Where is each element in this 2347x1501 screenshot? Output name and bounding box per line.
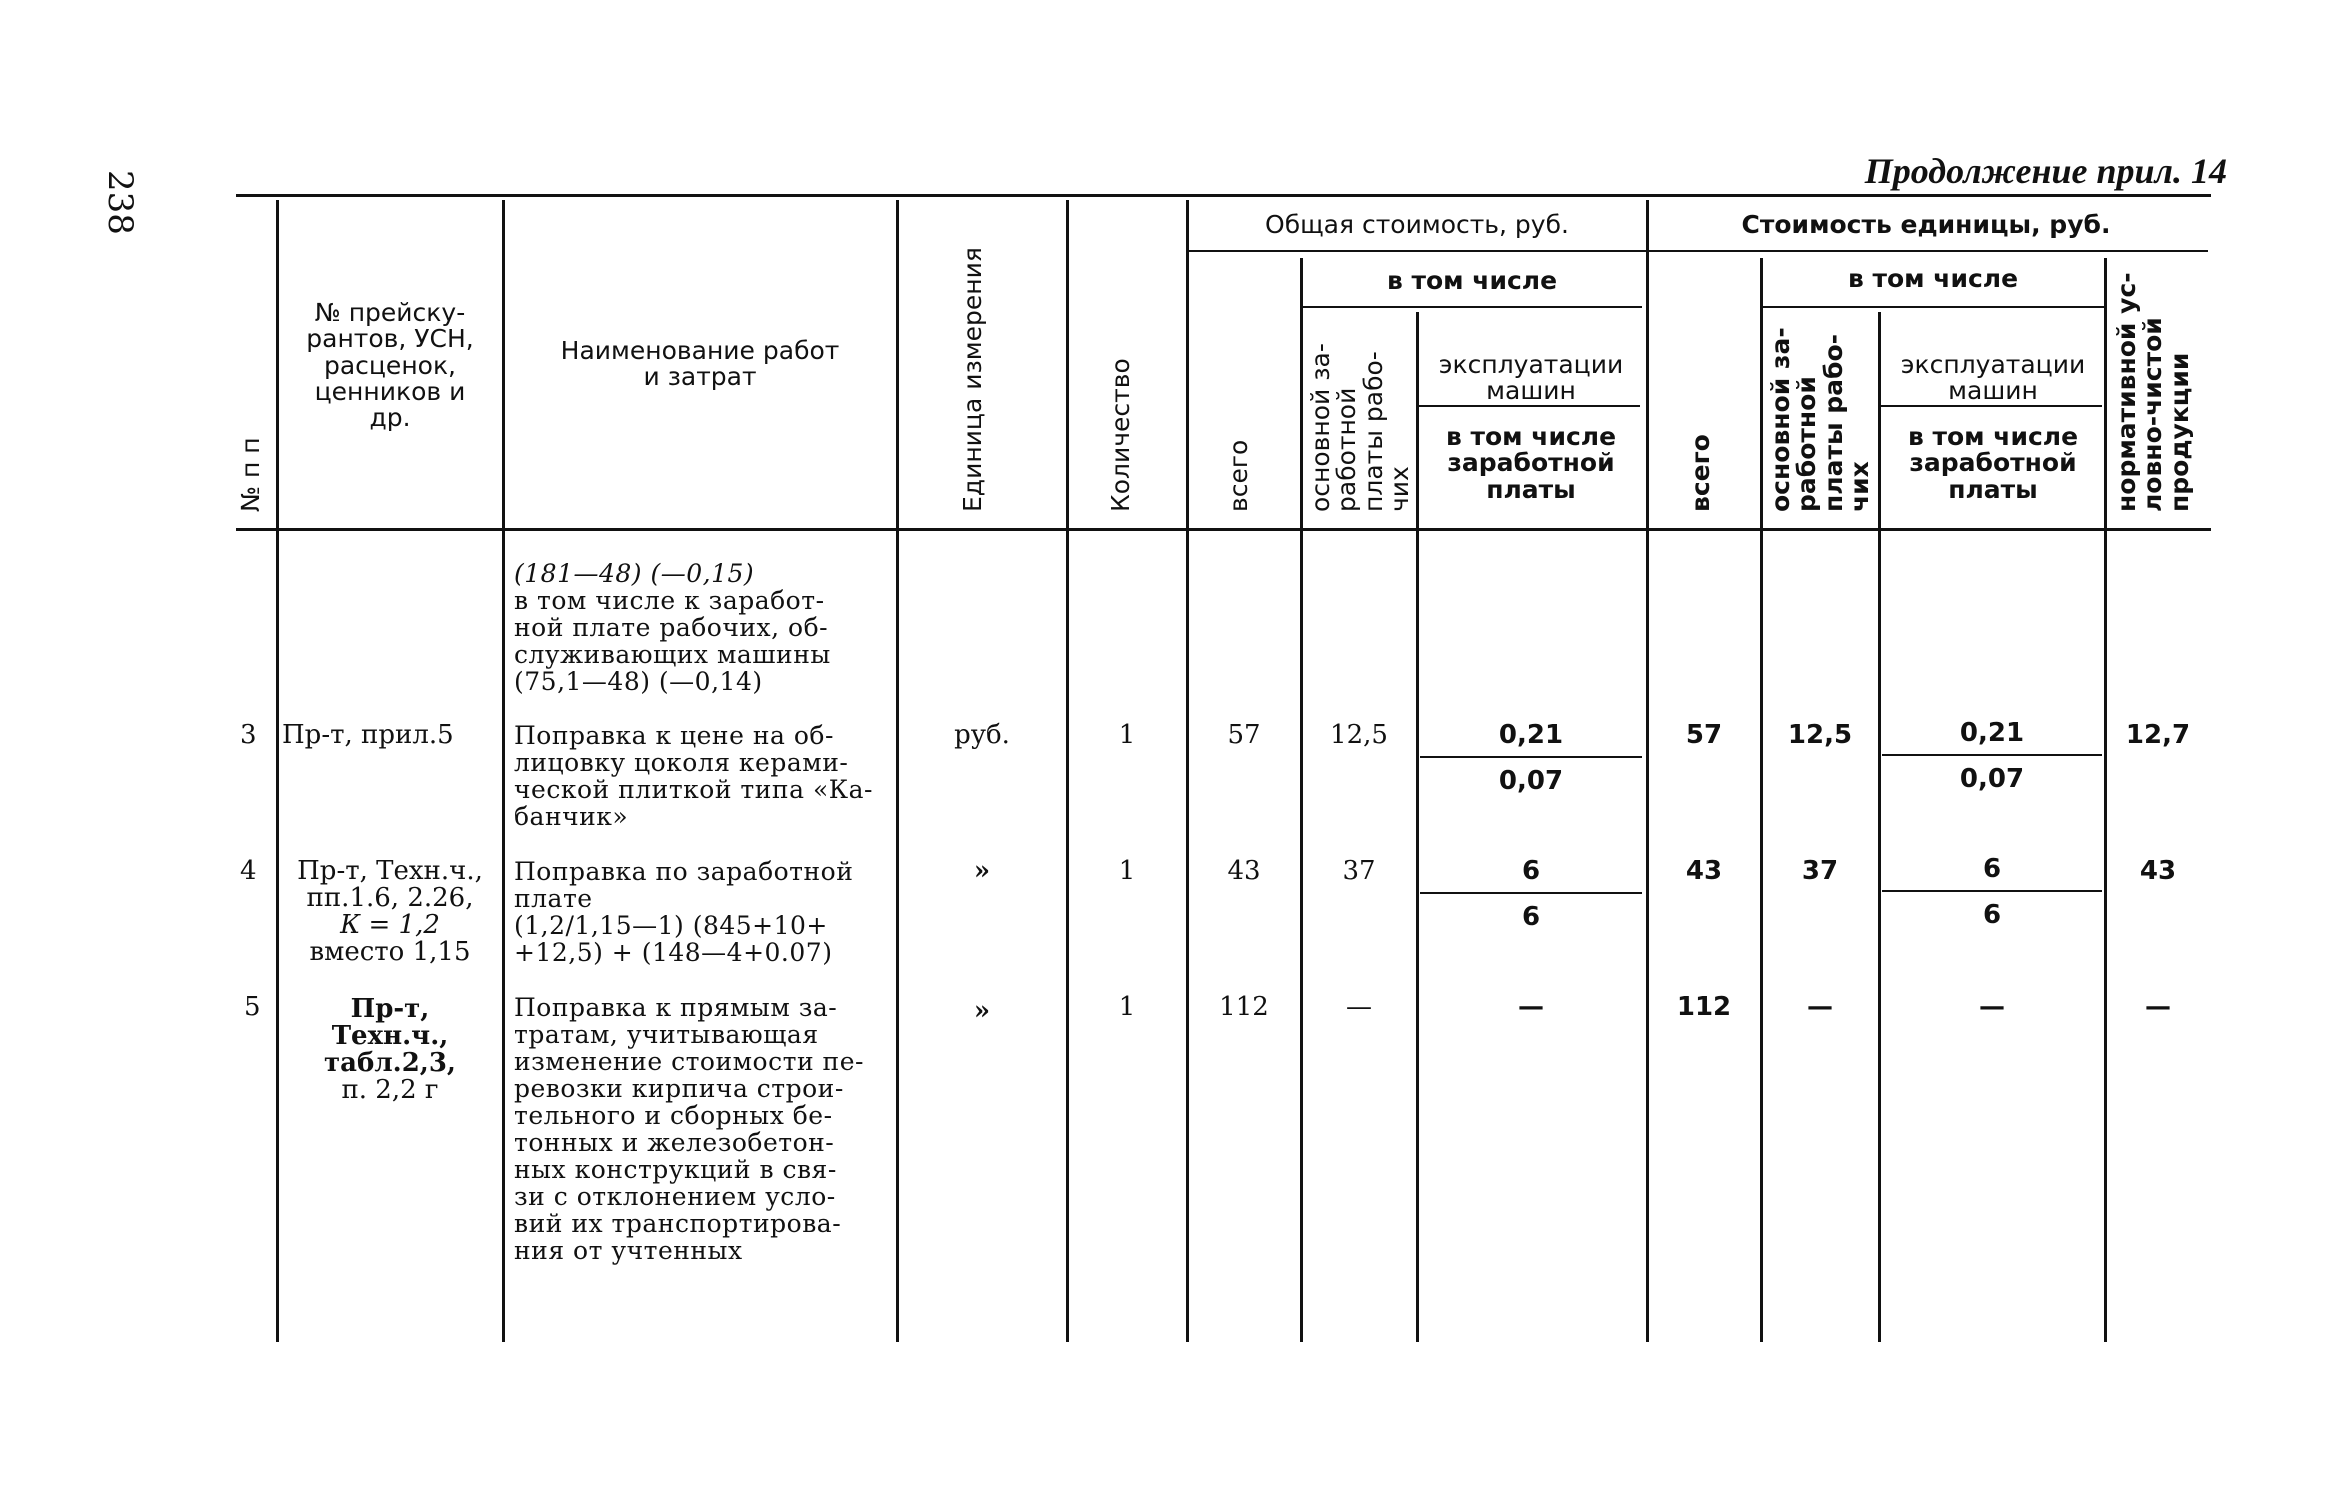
machines-subrule-right: [1880, 405, 2102, 407]
row4-qty: 1: [1118, 856, 1136, 886]
row3-wage: 12,5: [1330, 720, 1388, 750]
col-rule-11: [2104, 258, 2107, 1342]
row4-wage: 37: [1342, 856, 1376, 886]
row4-mach-wage: 6: [1521, 902, 1541, 932]
unit-cost-subrule: [1648, 250, 2208, 252]
row4-u-mach-rule: [1882, 890, 2102, 892]
row5-unit: »: [973, 996, 991, 1026]
row5-desc: Поправка к прямым за- тратам, учитывающая изменение стоимости пе- ревозки кирпича строи- тельного и сборных бе- тонных и железобетон- ных конструкций в свя- зи с отклонением усло- вий их транспортирова- ния от учтенных: [514, 993, 864, 1265]
total-cost-subrule: [1186, 250, 1646, 252]
header-total-left: всего: [1224, 439, 1253, 512]
header-machines-wage-left: в том числе заработной платы: [1445, 422, 1617, 504]
header-row-no: № п п: [236, 437, 265, 512]
row3-norm: 12,7: [2125, 720, 2191, 750]
row4-mach-rule: [1420, 892, 1642, 894]
row5-code: Пр-т, Техн.ч., табл.2,3, п. 2,2 г: [324, 994, 456, 1105]
row5-u-total: 112: [1676, 992, 1732, 1022]
row3-qty: 1: [1118, 720, 1136, 750]
row3-total: 57: [1227, 720, 1261, 750]
row3-u-mach-wage: 0,07: [1959, 764, 2025, 794]
continuation-label: Продолжение прил. 14: [1864, 151, 2227, 191]
row5-qty: 1: [1118, 992, 1136, 1022]
row4-u-wage: 37: [1801, 856, 1839, 886]
row4-code: Пр-т, Техн.ч., пп.1.6, 2.26, К = 1,2 вместо 1,15: [297, 856, 483, 967]
row5-no: 5: [244, 992, 261, 1022]
row3-u-mach: 0,21: [1959, 718, 2025, 748]
row4-norm: 43: [2139, 856, 2177, 886]
row4-no: 4: [240, 856, 257, 886]
row5-total: 112: [1219, 992, 1269, 1022]
row4-u-total: 43: [1685, 856, 1723, 886]
row3-u-mach-rule: [1882, 754, 2102, 756]
header-total-right: всего: [1686, 434, 1715, 512]
row3-mach-rule: [1420, 756, 1642, 758]
incl-subrule-right: [1762, 306, 2104, 308]
row4-u-mach: 6: [1982, 854, 2002, 884]
header-incl-right: в том числе: [1847, 264, 2019, 293]
row4-u-mach-wage: 6: [1982, 900, 2002, 930]
header-quantity: Количество: [1106, 358, 1135, 512]
col-rule-1: [276, 200, 279, 1342]
header-bottom-rule: [236, 528, 2211, 531]
col-rule-6: [1300, 258, 1303, 1342]
table-top-rule: [236, 194, 2211, 197]
col-rule-10: [1878, 312, 1881, 1342]
col-rule-9: [1760, 258, 1763, 1342]
col-rule-7: [1416, 312, 1419, 1342]
row5-u-mach: —: [1979, 992, 2005, 1022]
row3-unit: руб.: [954, 720, 1010, 750]
machines-subrule-left: [1418, 405, 1640, 407]
row4-desc: Поправка по заработной плате (1,2/1,15—1) (845+10+ +12,5) + (148—4+0.07): [514, 857, 854, 967]
row3-u-wage: 12,5: [1787, 720, 1853, 750]
header-incl-left: в том числе: [1386, 266, 1558, 295]
header-unit: Единица измерения: [958, 247, 987, 512]
incl-subrule-left: [1302, 306, 1642, 308]
header-wage-left: основной за- работной платы рабо- чих: [1306, 343, 1414, 512]
row4-total: 43: [1227, 856, 1261, 886]
header-normative: нормативной ус- ловно-чистой продукции: [2112, 272, 2194, 512]
header-machines-right: эксплуатации машин: [1900, 350, 2086, 406]
col-rule-8: [1646, 200, 1649, 1342]
row5-mach: —: [1518, 992, 1544, 1022]
row5-norm: —: [2145, 992, 2171, 1022]
row3-u-total: 57: [1685, 720, 1723, 750]
row3-mach-wage: 0,07: [1498, 766, 1564, 796]
row3-no: 3: [240, 720, 257, 750]
header-work-name: Наименование работ и затрат: [560, 336, 840, 392]
col-rule-2: [502, 200, 505, 1342]
row4-mach: 6: [1521, 856, 1541, 886]
carryover-text: (181—48) (—0,15) в том числе к заработ- ной плате рабочих, об- служивающих машины (75,1—48) (—0,14): [514, 559, 831, 696]
row4-unit: »: [973, 856, 991, 886]
header-unit-cost: Стоимость единицы, руб.: [1741, 210, 2111, 239]
header-pricelist: № прейску- рантов, УСН, расценок, ценников и др.: [306, 298, 474, 432]
col-rule-4: [1066, 200, 1069, 1342]
row3-code: Пр-т, прил.5: [282, 720, 454, 750]
page-number: 238: [100, 170, 140, 235]
header-total-cost: Общая стоимость, руб.: [1265, 210, 1569, 239]
row3-mach: 0,21: [1498, 720, 1564, 750]
col-rule-3: [896, 200, 899, 1342]
col-rule-5: [1186, 200, 1189, 1342]
row3-desc: Поправка к цене на об- лицовку цоколя керами- ческой плиткой типа «Ка- банчик»: [514, 721, 873, 831]
row5-wage: —: [1346, 992, 1372, 1022]
header-machines-wage-right: в том числе заработной платы: [1907, 422, 2079, 504]
header-machines-left: эксплуатации машин: [1438, 350, 1624, 406]
row5-u-wage: —: [1807, 992, 1833, 1022]
header-wage-right: основной за- работной платы рабо- чих: [1766, 327, 1874, 512]
